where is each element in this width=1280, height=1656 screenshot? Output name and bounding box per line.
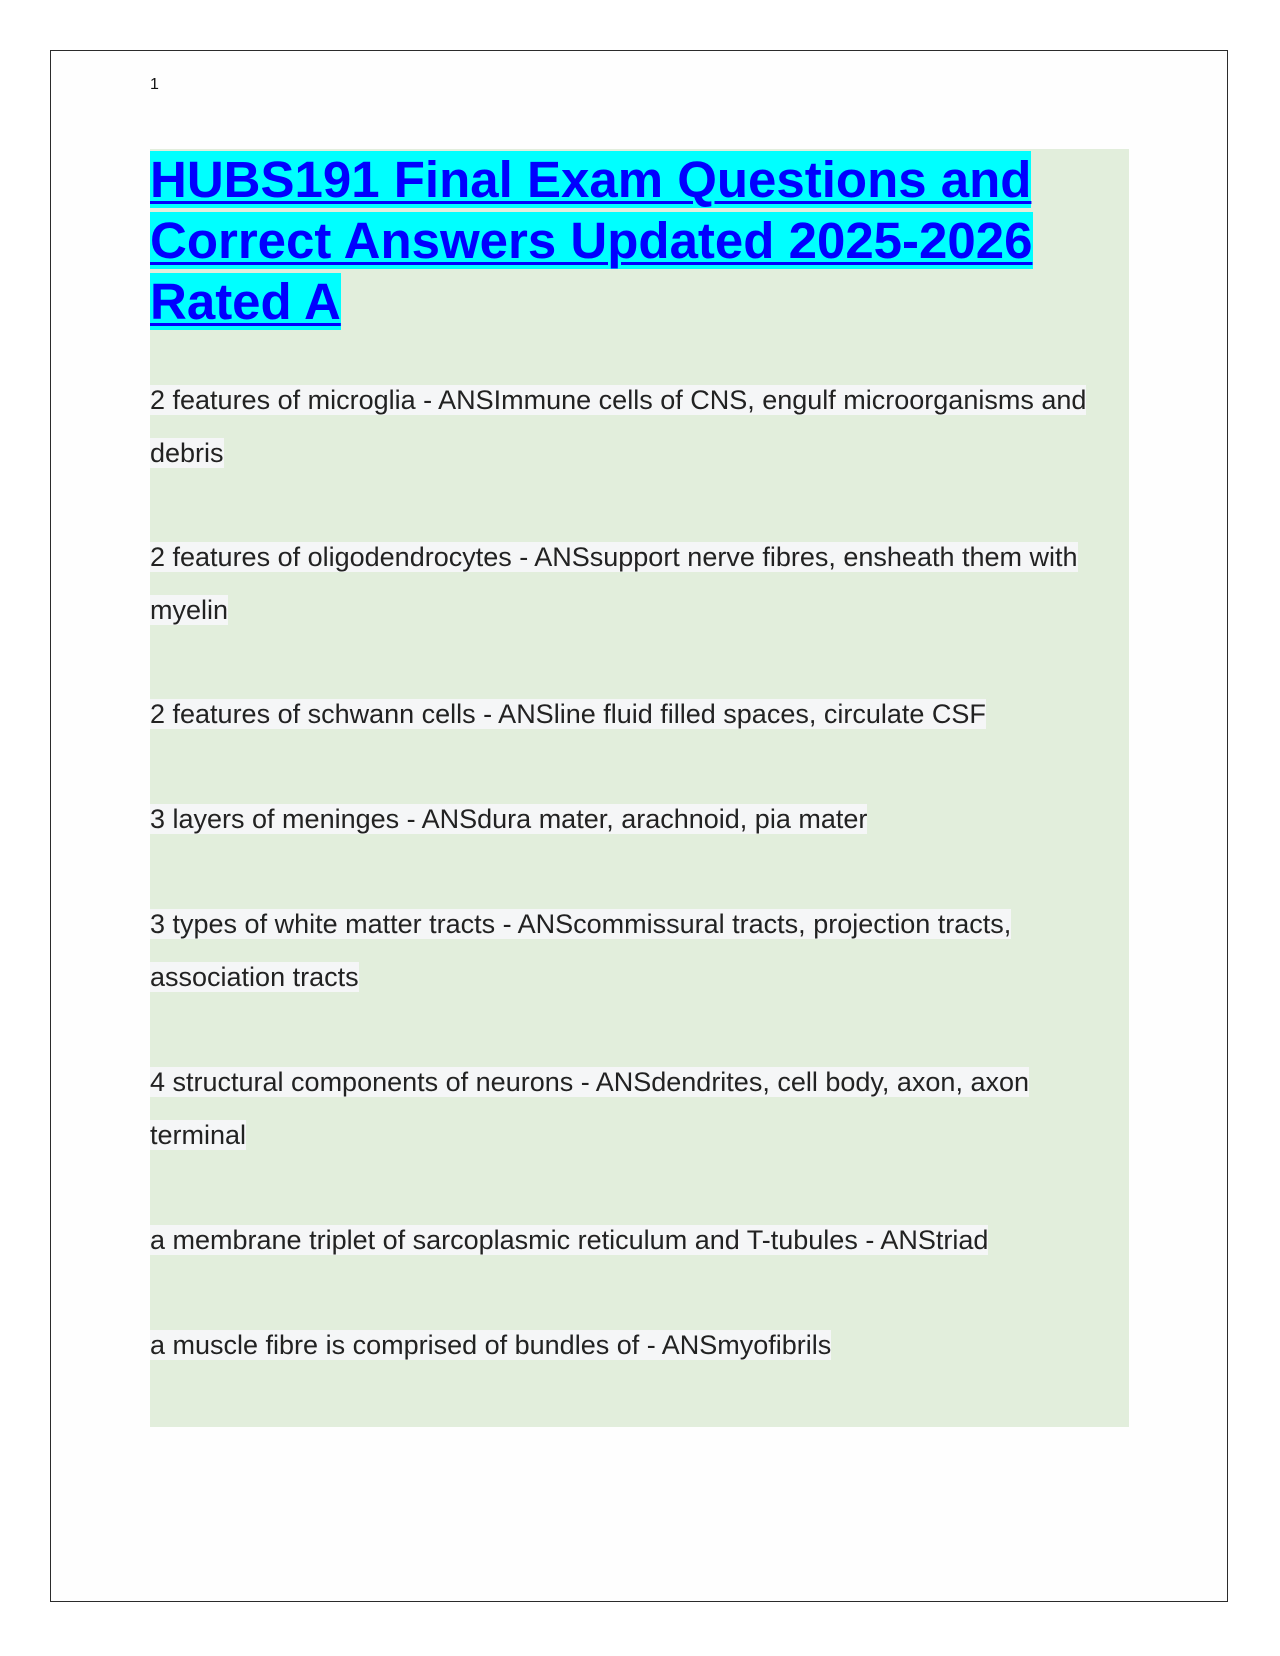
qa-item-microglia — [150, 374, 1130, 480]
qa-item-schwann-cells — [150, 688, 1130, 741]
qa-item-text: a membrane triplet of sarcoplasmic reticulum and T-tubules - ANStriad — [150, 1225, 989, 1255]
qa-item-text: 3 types of white matter tracts - ANScommissural tracts, projection tracts, association tracts — [150, 909, 1012, 992]
document-title — [150, 149, 1050, 332]
qa-item-text: 3 layers of meninges - ANSdura mater, arachnoid, pia mater — [150, 804, 868, 834]
qa-item-oligodendrocytes — [150, 531, 1130, 637]
qa-item-meninges — [150, 793, 1130, 846]
qa-item-text: 2 features of oligodendrocytes - ANSsupport nerve fibres, ensheath them with myelin — [150, 542, 1078, 625]
qa-item-neuron-components — [150, 1056, 1130, 1162]
qa-item-triad — [150, 1214, 1130, 1267]
qa-item-text: 2 features of schwann cells - ANSline fluid filled spaces, circulate CSF — [150, 699, 986, 729]
qa-item-myofibrils — [150, 1319, 1130, 1372]
page-number: 1 — [150, 76, 159, 93]
qa-item-text: 4 structural components of neurons - ANSdendrites, cell body, axon, axon terminal — [150, 1067, 1029, 1150]
qa-item-white-matter-tracts — [150, 898, 1130, 1004]
document-title-link[interactable]: HUBS191 Final Exam Questions and Correct Answers Updated 2025-2026 Rated A — [150, 151, 1033, 330]
qa-item-text: a muscle fibre is comprised of bundles of - ANSmyofibrils — [150, 1330, 832, 1360]
qa-item-text: 2 features of microglia - ANSImmune cells of CNS, engulf microorganisms and debris — [150, 385, 1087, 468]
